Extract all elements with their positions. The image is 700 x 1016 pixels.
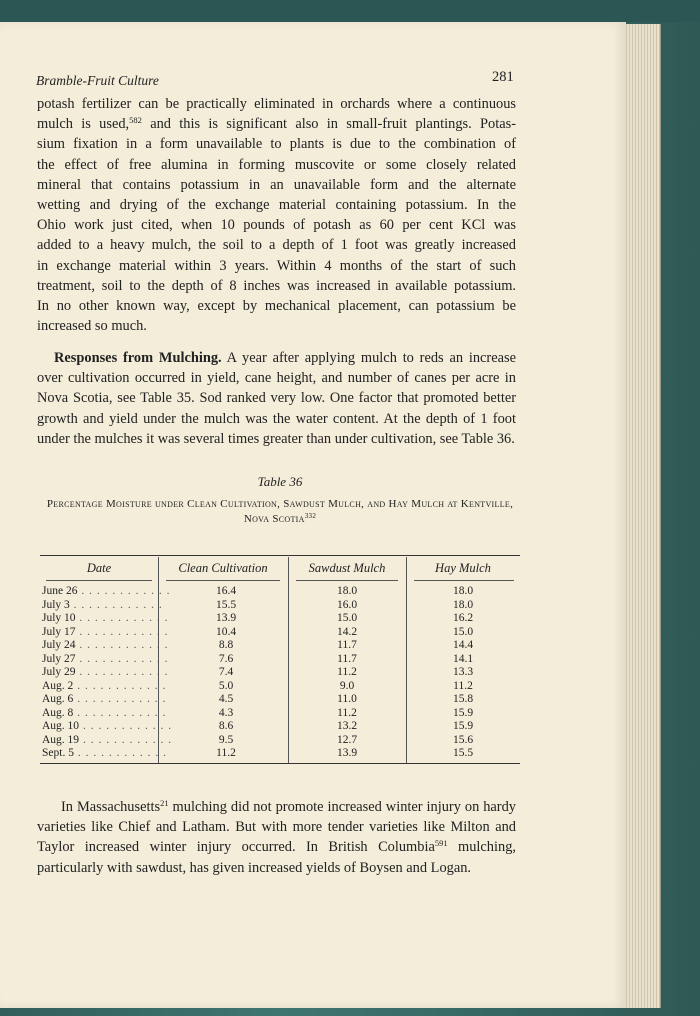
running-title: Bramble-Fruit Culture: [36, 73, 159, 88]
paragraph-potash: [37, 94, 516, 336]
value-cell: 11.2: [453, 679, 473, 692]
column-divider: [288, 557, 289, 763]
header-underline: [296, 580, 398, 581]
table-top-rule: [40, 555, 520, 556]
paragraph-text: In Massachusetts: [61, 799, 161, 815]
value-cell: 7.6: [218, 652, 234, 665]
moisture-table: [40, 555, 520, 767]
value-cell: 18.0: [452, 585, 474, 597]
table-title-reference: 332: [304, 512, 317, 520]
sawdust-mulch-column: [302, 585, 392, 761]
value-cell: 15.5: [452, 747, 474, 759]
value-cell: 4.5: [218, 693, 234, 705]
value-cell: 16.4: [215, 585, 237, 597]
value-cell: 16.0: [336, 598, 358, 611]
table-label: Table 36: [257, 474, 303, 489]
date-cell: Sept. 5 . . . . . . . . . . . .: [42, 747, 167, 759]
date-cell: Aug. 6 . . . . . . . . . . . .: [42, 693, 167, 705]
value-cell: 11.7: [337, 639, 357, 651]
book-cover-top-edge: [0, 0, 700, 22]
text-line: treatment, soil to the depth of 8 inches was increased in available potassium.: [37, 277, 516, 294]
column-header-hay-mulch: Hay Mulch: [435, 561, 491, 575]
reference-number: 582: [129, 115, 142, 126]
value-cell: 11.2: [337, 706, 357, 719]
value-cell: 16.2: [452, 612, 474, 624]
value-cell: 11.0: [337, 693, 357, 705]
value-cell: 11.7: [337, 652, 357, 665]
paragraph-text: mulching did not promote increased winter injury on hardy varieties like Chief and Latham. But with more tender varieties like Milton and Taylor increased winter injury occurred. In British Columbia: [37, 799, 516, 856]
paragraph-responses-from-mulching: [37, 348, 516, 449]
value-cell: 15.9: [452, 720, 474, 732]
value-cell: 11.2: [337, 666, 357, 678]
reference-number: 591: [434, 838, 448, 849]
paragraph-body: A year after applying mulch to reds an increase over cultivation occurred in yield, cane height, and number of canes per acre in Nova Scotia, see Table 35. Sod ranked very low. One factor that promoted better growth and yield under the mulch was the water content. At the depth of 1 foot under the mulches it was several times greater than under cultivation, see Table 36.: [37, 350, 516, 447]
value-cell: 15.0: [452, 625, 474, 638]
text-line: the effect of free alumina in forming muscovite or some closely related: [37, 156, 516, 173]
date-column: [42, 585, 173, 761]
value-cell: 12.7: [336, 733, 358, 746]
value-cell: 5.0: [218, 679, 234, 692]
column-header-clean-cultivation: Clean Cultivation: [178, 561, 268, 575]
paragraph-text: mulching, particularly with sawdust, has given increased yields of Boysen and Logan.: [37, 839, 516, 876]
date-cell: Aug. 19 . . . . . . . . . . . .: [42, 733, 173, 746]
text-line: In no other known way, except by mechanical placement, can potassium be: [37, 298, 516, 315]
table-bottom-rule: [40, 763, 520, 764]
value-cell: 8.6: [218, 720, 234, 732]
value-cell: 13.9: [336, 747, 358, 759]
date-cell: July 29 . . . . . . . . . . . .: [42, 666, 169, 678]
value-cell: 13.9: [215, 612, 237, 624]
value-cell: 15.0: [336, 612, 358, 624]
date-cell: Aug. 8 . . . . . . . . . . . .: [42, 706, 167, 719]
value-cell: 8.8: [218, 639, 234, 651]
value-cell: 4.3: [218, 706, 234, 719]
value-cell: 9.5: [218, 733, 234, 746]
value-cell: 11.2: [216, 747, 236, 759]
column-header-sawdust-mulch: Sawdust Mulch: [308, 561, 386, 575]
header-underline: [166, 580, 280, 581]
section-heading: Responses from Mulching.: [54, 350, 222, 366]
table-title: [40, 497, 520, 527]
date-cell: July 27 . . . . . . . . . . . .: [42, 652, 169, 665]
reference-number: 21: [160, 798, 169, 808]
date-cell: Aug. 2 . . . . . . . . . . . .: [42, 679, 167, 692]
column-header-date: Date: [86, 561, 112, 575]
clean-cultivation-column: [178, 585, 274, 761]
header-underline: [414, 580, 514, 581]
date-cell: July 24 . . . . . . . . . . . .: [42, 639, 169, 651]
date-cell: July 10 . . . . . . . . . . . .: [42, 612, 169, 624]
value-cell: 15.5: [215, 598, 237, 611]
text-line: increased so much.: [37, 318, 147, 335]
value-cell: 13.2: [336, 720, 358, 732]
text-line: mineral that contains potassium in an unavailable form and the alternate: [37, 176, 516, 193]
text-line: sium fixation in a form unavailable to plants is due to the combination of: [37, 136, 516, 153]
value-cell: 9.0: [339, 679, 355, 692]
text-line: mulch is used,$^{582}$ and this is significant also in small-fruit plantings. Potas-: [37, 115, 516, 133]
value-cell: 15.8: [452, 693, 474, 705]
date-cell: Aug. 10 . . . . . . . . . . . .: [42, 720, 173, 732]
date-cell: July 17 . . . . . . . . . . . .: [42, 625, 169, 638]
value-cell: 13.3: [452, 666, 474, 678]
hay-mulch-column: [418, 585, 508, 761]
text-line: Ohio work just cited, when 10 pounds of potash as 60 per cent KCl was: [37, 217, 516, 234]
value-cell: 18.0: [336, 585, 358, 597]
paragraph-winter-injury: [37, 797, 516, 878]
date-cell: July 3 . . . . . . . . . . . .: [42, 598, 163, 611]
text-line: in exchange material within 3 years. Within 4 months of the start of such: [37, 257, 516, 274]
value-cell: 15.9: [452, 706, 474, 719]
value-cell: 14.1: [452, 652, 474, 665]
value-cell: 14.4: [452, 639, 474, 651]
text-line: potash fertilizer can be practically eliminated in orchards where a continuous: [37, 96, 516, 112]
value-cell: 10.4: [215, 625, 237, 638]
value-cell: 18.0: [452, 598, 474, 611]
text-line: wetting and drying of the exchange material containing potassium. In the: [37, 197, 516, 214]
table-title-text: Percentage Moisture under Clean Cultivation, Sawdust Mulch, and Hay Mulch at Kentville, Nova Scotia: [46, 498, 514, 525]
value-cell: 7.4: [218, 666, 234, 678]
value-cell: 14.2: [336, 625, 358, 638]
value-cell: 15.6: [452, 733, 474, 746]
column-divider: [406, 557, 407, 763]
text-line: added to a heavy mulch, the soil to a depth of 1 foot was greatly increased: [37, 237, 516, 254]
page-number: 281: [492, 69, 514, 85]
date-cell: June 26 . . . . . . . . . . . .: [42, 585, 171, 597]
header-underline: [46, 580, 152, 581]
